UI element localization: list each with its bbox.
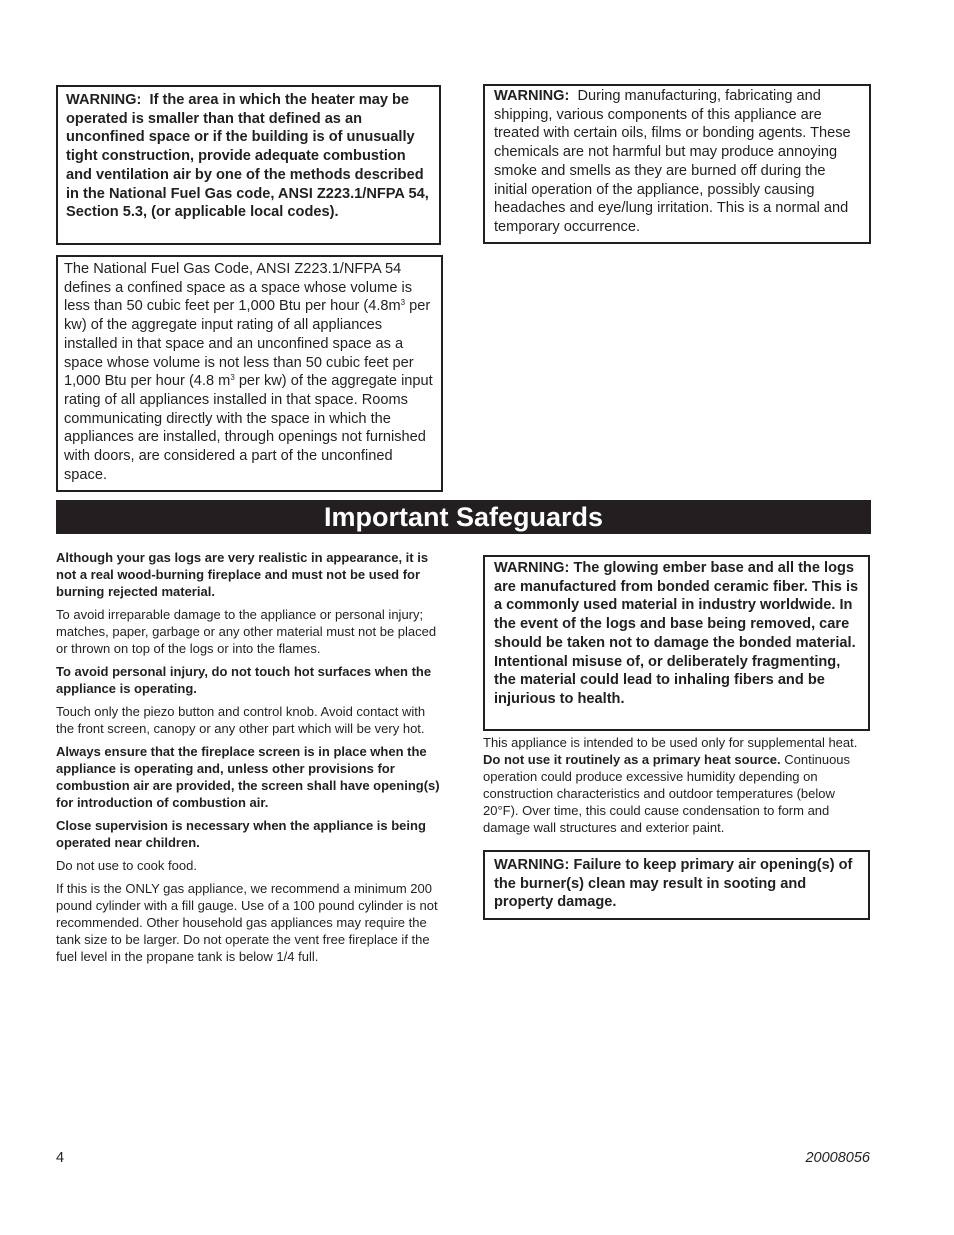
safeguard-paragraph: Do not use to cook food. bbox=[56, 858, 197, 873]
warning-manufacturing-box bbox=[483, 84, 871, 244]
warning-confined-text: If the area in which the heater may be operated is smaller than that defined as an unconfined space or if the building is of unusually tight construction, provide adequate combustion and ventilation air by one of the methods described in the National Fuel Gas code, ANSI Z223.1/NFPA 54, Section 5.3, (or applicable local codes). bbox=[66, 92, 429, 221]
safeguard-paragraph: To avoid irreparable damage to the appliance or personal injury; matches, paper, garbage or any other material must not be placed or thrown on top of the logs or into the flames. bbox=[56, 607, 437, 656]
safeguard-paragraph: Close supervision is necessary when the appliance is being operated near children. bbox=[56, 818, 426, 850]
safeguards-left-column bbox=[56, 549, 441, 971]
warning-manufacturing-text: During manufacturing, fabricating and shipping, various components of this appliance are treated with certain oils, films or bonding agents. These chemicals are not harmful but may produce annoying smoke and smells as they are burned off during the initial operation of the appliance, possibly causing headaches and eye/lung irritation. This is a normal and temporary occurrence. bbox=[494, 88, 851, 235]
definition-text-1: The National Fuel Gas Code, ANSI Z223.1/NFPA 54 defines a confined space as a space whose volume is less than 50 cubic feet per 1,000 Btu per hour (4.8m bbox=[64, 261, 413, 315]
warning-label: WARNING: bbox=[494, 88, 570, 104]
document-number: 20008056 bbox=[805, 1150, 870, 1166]
supplemental-bold: Do not use it routinely as a primary heat source. bbox=[483, 752, 781, 767]
definition-text-2: per kw) of the aggregate input rating of all appliances installed in that space and an unconfined space as a space whose volume is not less than 50 cubic feet per 1,000 Btu per hour (4.8 m bbox=[64, 298, 431, 390]
confined-space-definition-box bbox=[56, 255, 443, 492]
superscript: 3 bbox=[230, 373, 235, 383]
warning-ceramic-text: WARNING: The glowing ember base and all the logs are manufactured from bonded ceramic fiber. This is a commonly used material in industry worldwide. In the event of the logs and base being removed, care should be taken not to damage the bonded material. bbox=[494, 560, 859, 651]
supplemental-heat-paragraph bbox=[483, 734, 870, 842]
warning-confined-space-box bbox=[56, 85, 441, 245]
supplemental-rest: Continuous operation could produce excessive humidity depending on construction characteristics and outdoor temperatures (below 20°F). Over time, this could cause condensation to form and damage wall structures and exterior paint. bbox=[483, 752, 851, 835]
warning-label: WARNING: bbox=[66, 92, 142, 108]
warning-air-text: WARNING: Failure to keep primary air opening(s) of the burner(s) clean may result in sooting and property damage. bbox=[494, 857, 853, 911]
warning-ceramic-text: Intentional misuse of, or deliberately fragmenting, the material could lead to inhaling fibers and be injurious to health. bbox=[494, 653, 841, 707]
safeguard-paragraph: Touch only the piezo button and control knob. Avoid contact with the front screen, canopy or any other part which will be very hot. bbox=[56, 704, 426, 736]
safeguard-paragraph: To avoid personal injury, do not touch hot surfaces when the appliance is operating. bbox=[56, 664, 432, 696]
page-number: 4 bbox=[56, 1150, 65, 1166]
definition-text-3: per kw) of the aggregate input rating of all appliances installed in that space. Rooms communicating directly with the space in which the appliances are installed, through openings not furnished with doors, are considered a part of the unconfined space. bbox=[64, 373, 433, 483]
warning-primary-air-box bbox=[483, 850, 870, 920]
safeguard-paragraph: Although your gas logs are very realistic in appearance, it is not a real wood-burning fireplace and must not be used for burning rejected material. bbox=[56, 550, 429, 599]
supplemental-intro: This appliance is intended to be used only for supplemental heat. bbox=[483, 735, 858, 750]
warning-ceramic-fiber-box bbox=[483, 555, 870, 731]
safeguard-paragraph: Always ensure that the fireplace screen is in place when the appliance is operating and, unless other provisions for combustion air are provided, the screen shall have opening(s) for introduction of combustion air. bbox=[56, 744, 440, 810]
safeguard-paragraph: If this is the ONLY gas appliance, we recommend a minimum 200 pound cylinder with a fill gauge. Use of a 100 pound cylinder is not recommended. Other household gas appliances may require the tank size to be larger. Do not operate the vent free fireplace if the fuel level in the propane tank is below 1/4 full. bbox=[56, 881, 438, 964]
superscript: 3 bbox=[400, 298, 406, 308]
section-title-banner: Important Safeguards bbox=[56, 500, 871, 534]
